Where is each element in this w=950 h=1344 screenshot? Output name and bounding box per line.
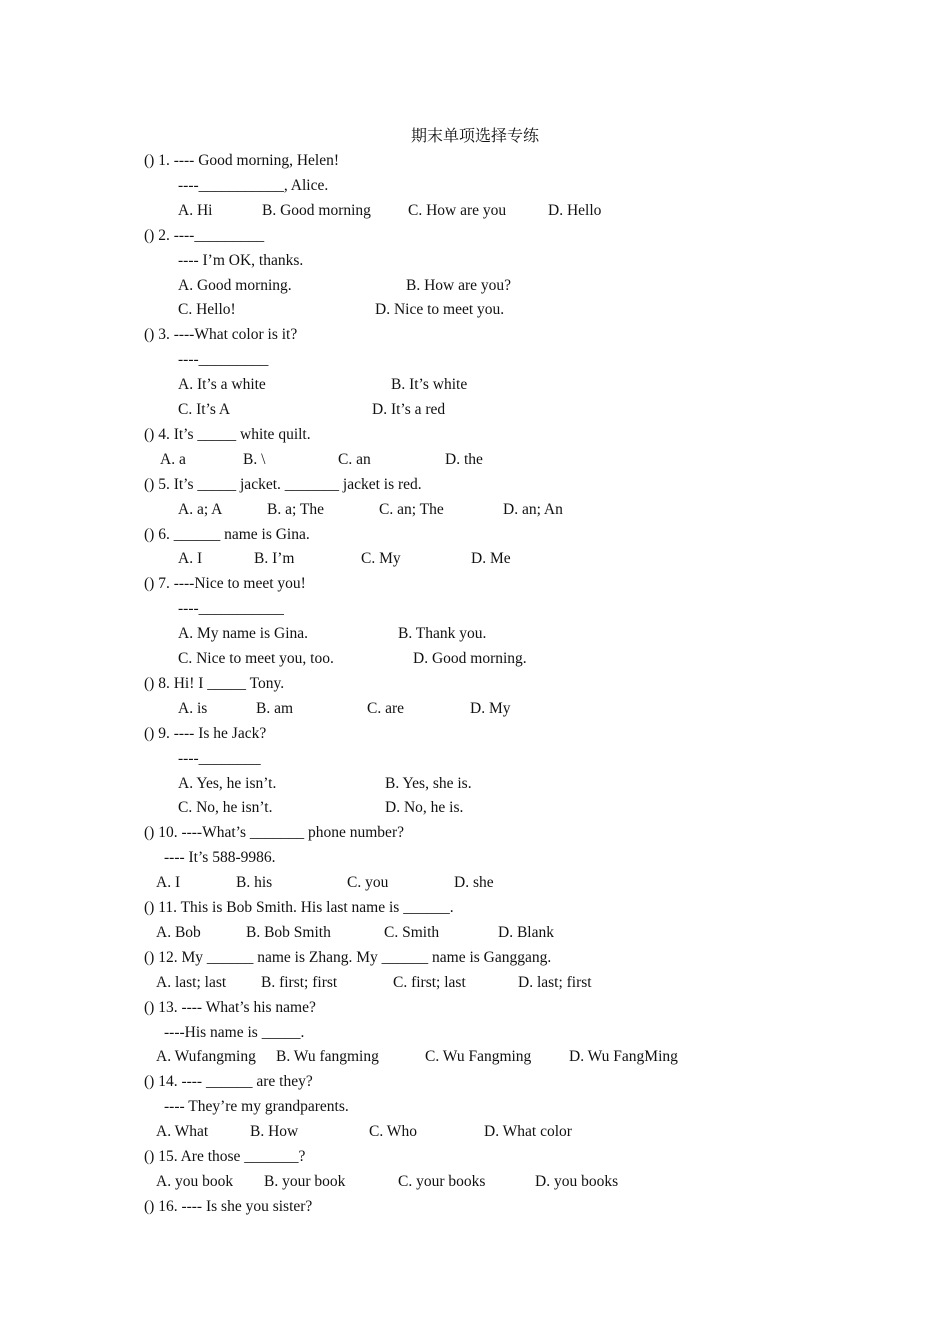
question-12-option: D. last; first [518, 973, 592, 991]
question-3-option: B. It’s white [391, 376, 468, 394]
question-11-stem: () 11. This is Bob Smith. His last name is ______. [144, 899, 454, 916]
question-4-option: A. a [160, 450, 186, 468]
question-2-option: C. Hello! [178, 301, 236, 319]
question-6-option: C. My [361, 550, 401, 568]
question-14-option: B. How [250, 1123, 299, 1141]
question-13-dialogue-line: ----His name is _____. [164, 1023, 305, 1041]
question-9-option: D. No, he is. [385, 799, 464, 817]
question-15-stem: () 15. Are those _______? [144, 1148, 306, 1165]
question-8-option: D. My [470, 699, 511, 717]
question-3-option: C. It’s A [178, 401, 231, 418]
question-9-dialogue-line: ----________ [178, 749, 261, 767]
question-13-stem: () 13. ---- What’s his name? [144, 998, 316, 1016]
question-7-option: A. My name is Gina. [178, 625, 309, 643]
question-9-option: C. No, he isn’t. [178, 799, 273, 817]
question-1-option: C. How are you [408, 201, 507, 219]
question-10-option: C. you [347, 874, 389, 892]
question-9-option: B. Yes, she is. [385, 774, 472, 792]
question-1-dialogue-line: ----___________, Alice. [178, 176, 329, 194]
question-7-option: B. Thank you. [398, 625, 487, 643]
question-13-option: B. Wu fangming [276, 1048, 379, 1066]
question-4-option: D. the [445, 450, 483, 468]
question-8-option: B. am [256, 699, 294, 717]
question-6-option: B. I’m [254, 550, 295, 568]
question-11-option: C. Smith [384, 923, 440, 941]
question-15-option: D. you books [535, 1172, 619, 1190]
question-6-option: D. Me [471, 550, 511, 568]
question-2-option: B. How are you? [406, 276, 512, 294]
question-4-option: C. an [338, 450, 371, 468]
question-15-option: A. you book [156, 1172, 234, 1190]
question-9-stem: () 9. ---- Is he Jack? [144, 724, 267, 742]
question-7-option: D. Good morning. [413, 650, 527, 667]
question-5-option: A. a; A [178, 500, 223, 518]
question-2-stem: () 2. ----_________ [144, 226, 265, 244]
question-10-option: B. his [236, 874, 273, 892]
question-8-option: C. are [367, 699, 405, 717]
question-13-option: C. Wu Fangming [425, 1048, 532, 1066]
question-4-stem: () 4. It’s _____ white quilt. [144, 425, 311, 443]
question-9-option: A. Yes, he isn’t. [178, 774, 277, 792]
question-2-option: D. Nice to meet you. [375, 301, 505, 319]
question-14-option: A. What [156, 1123, 209, 1141]
question-14-stem: () 14. ---- ______ are they? [144, 1073, 313, 1091]
question-15-option: C. your books [398, 1172, 486, 1190]
question-5-option: B. a; The [267, 500, 324, 518]
question-11-option: A. Bob [156, 923, 201, 941]
question-8-stem: () 8. Hi! I _____ Tony. [144, 674, 285, 692]
question-7-dialogue-line: ----___________ [178, 600, 284, 618]
question-12-option: C. first; last [393, 973, 466, 991]
question-10-option: A. I [156, 874, 181, 892]
question-2-option: A. Good morning. [178, 276, 292, 294]
question-5-stem: () 5. It’s _____ jacket. _______ jacket is red. [144, 475, 422, 493]
question-16-stem: () 16. ---- Is she you sister? [144, 1197, 313, 1215]
page-title: 期末单项选择专练 [410, 128, 539, 145]
question-11-option: D. Blank [498, 923, 554, 941]
question-7-stem: () 7. ----Nice to meet you! [144, 575, 306, 593]
question-14-option: C. Who [369, 1123, 417, 1141]
question-7-option: C. Nice to meet you, too. [178, 650, 334, 667]
question-10-dialogue-line: ---- It’s 588-9986. [164, 849, 276, 867]
question-13-option: A. Wufangming [156, 1048, 256, 1066]
question-5-option: D. an; An [503, 500, 563, 518]
question-3-option: A. It’s a white [178, 376, 266, 394]
question-15-option: B. your book [264, 1172, 346, 1190]
question-12-stem: () 12. My ______ name is Zhang. My ______ name is Ganggang. [144, 948, 552, 966]
question-2-dialogue-line: ---- I’m OK, thanks. [178, 251, 304, 269]
question-4-option: B. \ [243, 450, 266, 468]
question-11-option: B. Bob Smith [246, 923, 331, 941]
question-10-stem: () 10. ----What’s _______ phone number? [144, 824, 404, 842]
question-3-option: D. It’s a red [372, 401, 446, 418]
question-12-option: B. first; first [261, 973, 338, 991]
question-6-stem: () 6. ______ name is Gina. [144, 525, 310, 543]
question-14-dialogue-line: ---- They’re my grandparents. [164, 1098, 349, 1116]
question-5-option: C. an; The [379, 500, 444, 518]
question-1-option: B. Good morning [262, 201, 371, 219]
question-12-option: A. last; last [156, 973, 227, 991]
question-6-option: A. I [178, 550, 203, 568]
question-13-option: D. Wu FangMing [569, 1048, 678, 1066]
question-3-stem: () 3. ----What color is it? [144, 326, 298, 344]
question-1-option: D. Hello [548, 201, 602, 219]
question-1-stem: () 1. ---- Good morning, Helen! [144, 152, 339, 169]
question-8-option: A. is [178, 699, 208, 717]
question-14-option: D. What color [484, 1123, 572, 1141]
question-1-option: A. Hi [178, 201, 213, 219]
question-3-dialogue-line: ----_________ [178, 351, 269, 369]
question-10-option: D. she [454, 874, 494, 892]
